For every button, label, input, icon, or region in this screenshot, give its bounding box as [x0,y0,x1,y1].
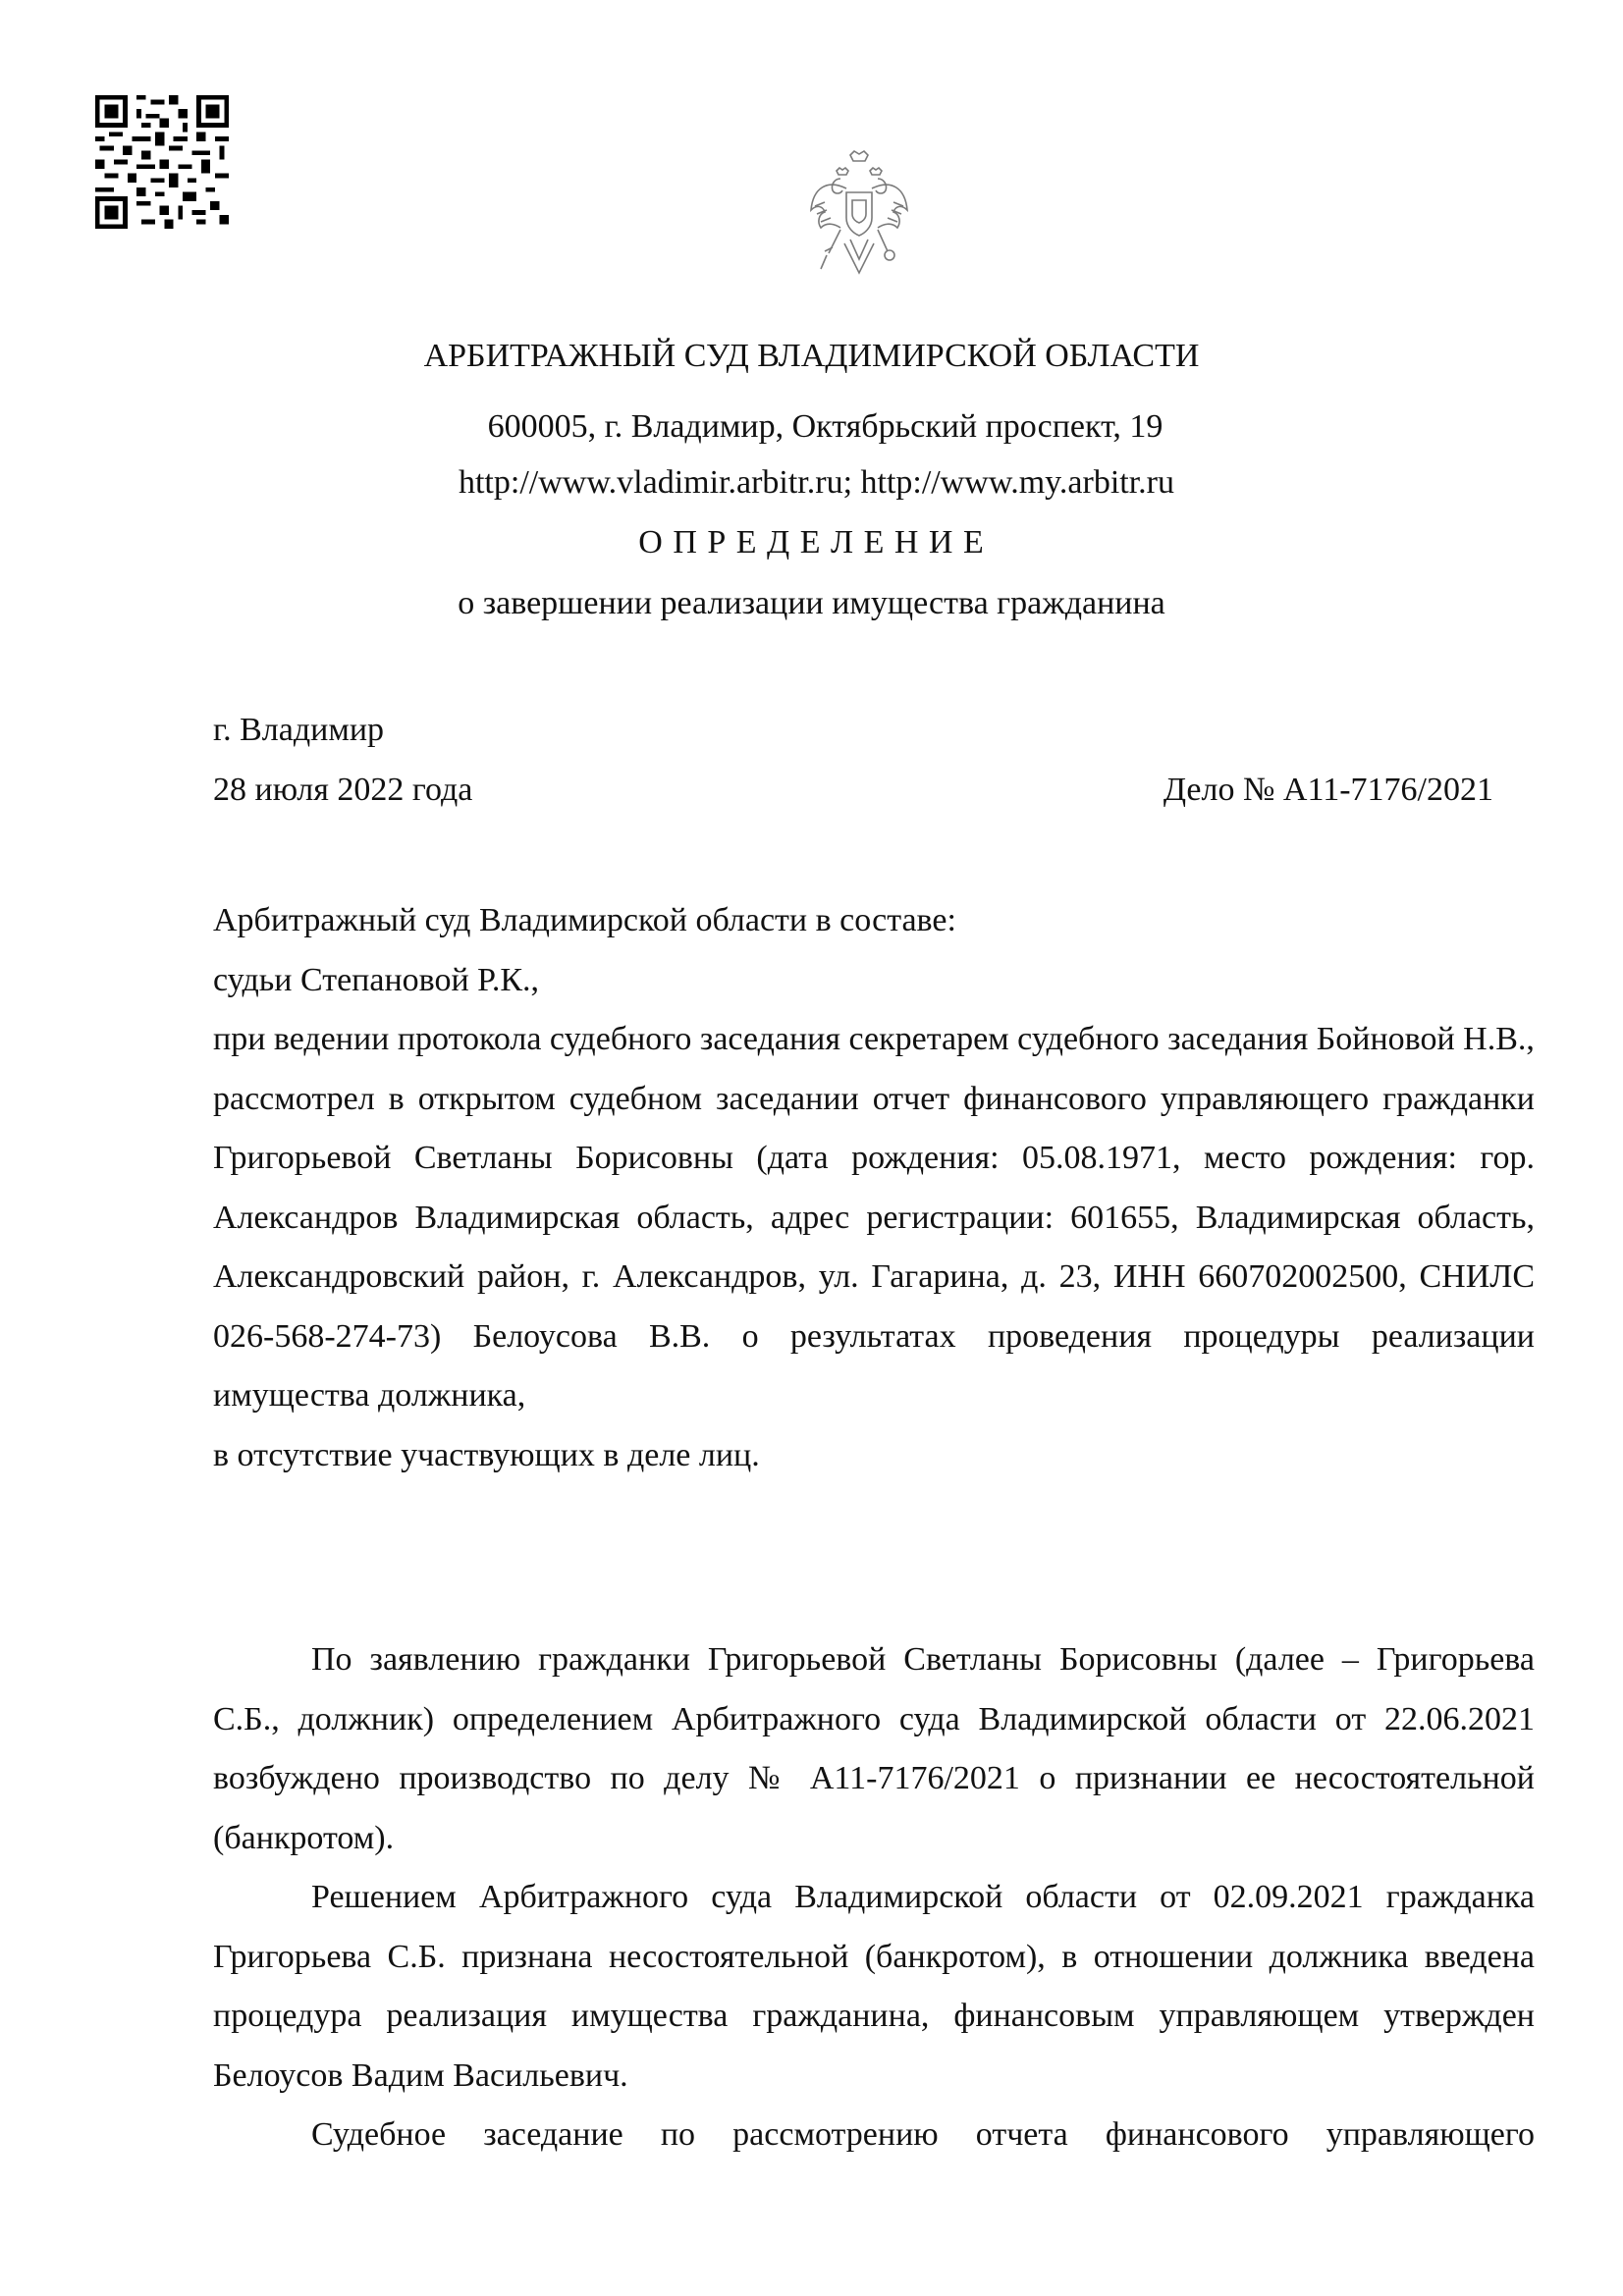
body-paragraph: По заявлению гражданки Григорьевой Светланы Борисовны (далее – Григорьева С.Б., должник) определением Арбитражного суда Владимирской области от 22.06.2021 возбуждено производство по делу № А11-7176/2021 о признании ее несостоятельной (банкротом). [213,1641,1535,1856]
court-name-heading: АРБИТРАЖНЫЙ СУД ВЛАДИМИРСКОЙ ОБЛАСТИ [423,338,1200,374]
composition-line: Арбитражный суд Владимирской области в составе: [213,902,956,938]
decision-date: 28 июля 2022 года [213,772,473,808]
court-composition [213,891,1535,1485]
decision-body [213,1630,1535,2165]
qr-code [95,95,229,229]
composition-judge: судьи Степановой Р.К., [213,961,540,998]
coat-of-arms-emblem [807,149,911,287]
body-paragraph: Решением Арбитражного суда Владимирской области от 02.09.2021 гражданка Григорьева С.Б. признана несостоятельной (банкротом), в отношении должника введена процедура реализация имущества гражданина, финансовым управляющем утвержден Белоусов Вадим Васильевич. [213,1879,1535,2094]
composition-attendance: в отсутствие участвующих в деле лиц. [213,1436,760,1473]
city: г. Владимир [213,712,385,748]
document-subject: о завершении реализации имущества гражданина [458,585,1165,621]
composition-subject: рассмотрел в открытом судебном заседании отчет финансового управляющего гражданки Григорьевой Светланы Борисовны (дата рождения: 05.08.1971, место рождения: гор. Александров Владимирская область, адрес регистрации: 601655, Владимирская область, Александровский район, г. Александров, ул. Гагарина, д. 23, ИНН 660702002500, СНИЛС 026-568-274-73) Белоусова В.В. о результатах проведения процедуры реализации имущества должника, [213,1080,1535,1414]
case-number: Дело № А11-7176/2021 [1163,772,1493,808]
composition-secretary: при ведении протокола судебного заседания секретарем судебного заседания Бойновой Н.В., [213,1021,1535,1057]
court-websites: http://www.vladimir.arbitr.ru; http://www.my.arbitr.ru [458,464,1175,501]
court-address: 600005, г. Владимир, Октябрьский проспект, 19 [487,408,1163,445]
body-paragraph: Судебное заседание по рассмотрению отчета финансового управляющего [311,2116,1535,2153]
document-type-title: О П Р Е Д Е Л Е Н И Е [638,524,985,561]
